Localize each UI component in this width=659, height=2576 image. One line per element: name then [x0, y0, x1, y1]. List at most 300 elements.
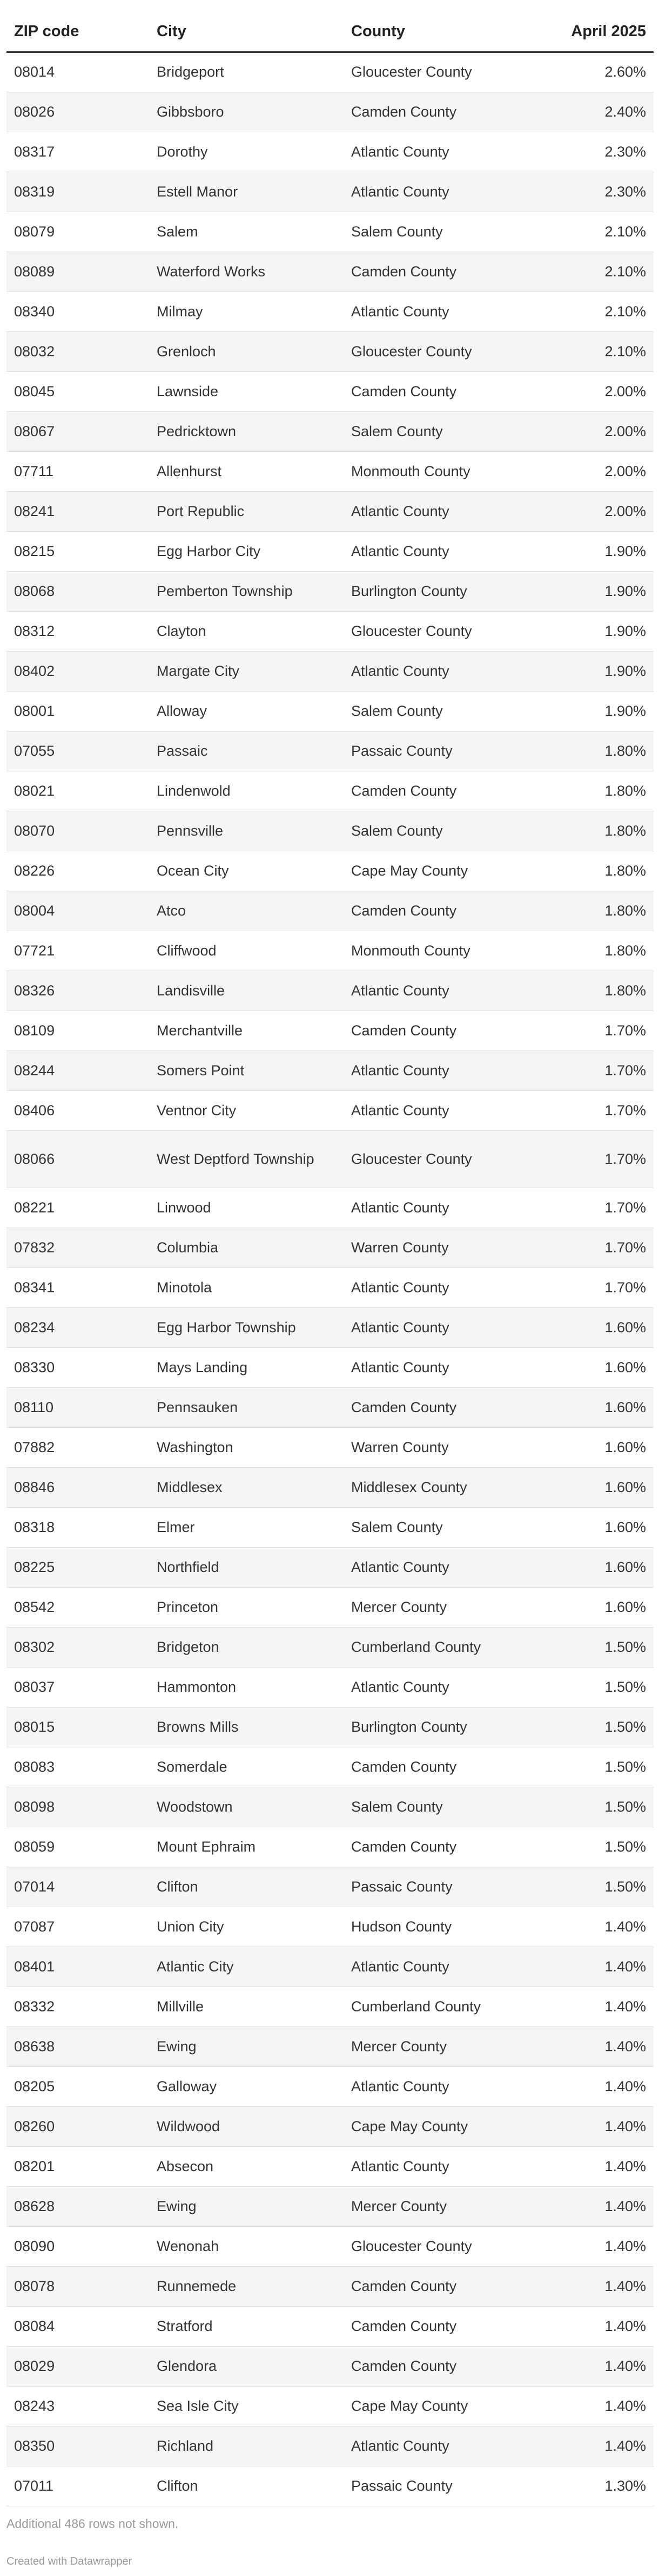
county-cell: Mercer County	[344, 2026, 560, 2066]
city-cell: Egg Harbor Township	[149, 1307, 344, 1347]
value-cell: 1.40%	[560, 1907, 654, 1947]
value-cell: 1.80%	[560, 811, 654, 851]
county-cell: Monmouth County	[344, 931, 560, 971]
table-row	[6, 731, 654, 771]
table-row	[6, 1947, 654, 1987]
table-row	[6, 1587, 654, 1627]
city-cell: Bridgeport	[149, 52, 344, 92]
value-cell: 1.40%	[560, 2346, 654, 2386]
value-cell: 1.90%	[560, 611, 654, 651]
value-cell: 2.00%	[560, 451, 654, 491]
value-cell: 2.60%	[560, 52, 654, 92]
zip-cell: 08542	[6, 1587, 149, 1627]
value-cell: 1.40%	[560, 2106, 654, 2146]
city-cell: Wenonah	[149, 2226, 344, 2266]
county-cell: Atlantic County	[344, 292, 560, 331]
zip-cell: 07055	[6, 731, 149, 771]
value-cell: 1.80%	[560, 931, 654, 971]
city-cell: Clifton	[149, 1867, 344, 1907]
county-cell: Gloucester County	[344, 2226, 560, 2266]
value-cell: 1.80%	[560, 771, 654, 811]
city-cell: Galloway	[149, 2066, 344, 2106]
value-cell: 1.70%	[560, 1050, 654, 1090]
value-cell: 1.70%	[560, 1267, 654, 1307]
table-row	[6, 2226, 654, 2266]
zip-cell: 08221	[6, 1188, 149, 1228]
city-cell: Landisville	[149, 971, 344, 1011]
table-row	[6, 92, 654, 132]
county-cell: Atlantic County	[344, 2066, 560, 2106]
county-cell: Salem County	[344, 1507, 560, 1547]
city-cell: Runnemede	[149, 2266, 344, 2306]
county-cell: Atlantic County	[344, 2146, 560, 2186]
city-cell: West Deptford Township	[149, 1130, 344, 1188]
city-cell: Pennsauken	[149, 1387, 344, 1427]
city-cell: Clifton	[149, 2466, 344, 2506]
table-row	[6, 2426, 654, 2466]
zip-cell: 08215	[6, 531, 149, 571]
zip-cell: 08846	[6, 1467, 149, 1507]
zip-cell: 08241	[6, 491, 149, 531]
county-cell: Atlantic County	[344, 1547, 560, 1587]
city-cell: Richland	[149, 2426, 344, 2466]
zip-cell: 08312	[6, 611, 149, 651]
zip-cell: 07711	[6, 451, 149, 491]
city-cell: Margate City	[149, 651, 344, 691]
value-cell: 1.40%	[560, 2066, 654, 2106]
county-cell: Camden County	[344, 1827, 560, 1867]
zip-cell: 08332	[6, 1987, 149, 2026]
table-row	[6, 2106, 654, 2146]
table-row	[6, 132, 654, 172]
table-row	[6, 1787, 654, 1827]
county-cell: Atlantic County	[344, 2426, 560, 2466]
value-cell: 1.90%	[560, 651, 654, 691]
city-cell: Somerdale	[149, 1747, 344, 1787]
zip-cell: 08326	[6, 971, 149, 1011]
county-cell: Salem County	[344, 411, 560, 451]
zip-cell: 08350	[6, 2426, 149, 2466]
table-row	[6, 1507, 654, 1547]
value-cell: 1.80%	[560, 731, 654, 771]
city-cell: Lindenwold	[149, 771, 344, 811]
zip-cell: 08401	[6, 1947, 149, 1987]
county-cell: Atlantic County	[344, 651, 560, 691]
value-cell: 1.40%	[560, 1947, 654, 1987]
table-row	[6, 1307, 654, 1347]
value-cell: 1.60%	[560, 1547, 654, 1587]
value-cell: 2.30%	[560, 172, 654, 212]
zip-cell: 08340	[6, 292, 149, 331]
value-cell: 1.50%	[560, 1787, 654, 1827]
value-cell: 1.40%	[560, 2386, 654, 2426]
city-cell: Alloway	[149, 691, 344, 731]
zip-cell: 08109	[6, 1011, 149, 1050]
table-row	[6, 971, 654, 1011]
city-cell: Clayton	[149, 611, 344, 651]
city-cell: Milmay	[149, 292, 344, 331]
city-cell: Somers Point	[149, 1050, 344, 1090]
zip-cell: 08021	[6, 771, 149, 811]
table-row	[6, 1987, 654, 2026]
table-row	[6, 1827, 654, 1867]
table-row	[6, 371, 654, 411]
value-cell: 2.00%	[560, 491, 654, 531]
city-cell: Millville	[149, 1987, 344, 2026]
zip-cell: 08079	[6, 212, 149, 252]
table-row	[6, 2026, 654, 2066]
value-cell: 1.70%	[560, 1130, 654, 1188]
zip-cell: 07011	[6, 2466, 149, 2506]
value-cell: 2.00%	[560, 371, 654, 411]
zip-cell: 08089	[6, 252, 149, 292]
city-cell: Absecon	[149, 2146, 344, 2186]
county-cell: Camden County	[344, 1747, 560, 1787]
column-header-county[interactable]: County	[344, 12, 560, 52]
table-row	[6, 691, 654, 731]
zip-cell: 08638	[6, 2026, 149, 2066]
county-cell: Salem County	[344, 811, 560, 851]
value-cell: 1.40%	[560, 1987, 654, 2026]
county-cell: Atlantic County	[344, 1050, 560, 1090]
city-cell: Merchantville	[149, 1011, 344, 1050]
table-row	[6, 1427, 654, 1467]
table-row	[6, 172, 654, 212]
table-row	[6, 931, 654, 971]
county-cell: Atlantic County	[344, 1307, 560, 1347]
rows-not-shown-note: Additional 486 rows not shown.	[6, 2517, 179, 2531]
value-cell: 1.50%	[560, 1667, 654, 1707]
zip-cell: 08083	[6, 1747, 149, 1787]
value-cell: 1.60%	[560, 1307, 654, 1347]
zip-cell: 08234	[6, 1307, 149, 1347]
data-table	[6, 12, 654, 2506]
value-cell: 1.30%	[560, 2466, 654, 2506]
value-cell: 1.60%	[560, 1587, 654, 1627]
value-cell: 1.90%	[560, 691, 654, 731]
county-cell: Salem County	[344, 1787, 560, 1827]
county-cell: Atlantic County	[344, 491, 560, 531]
county-cell: Atlantic County	[344, 1947, 560, 1987]
value-cell: 1.50%	[560, 1867, 654, 1907]
county-cell: Atlantic County	[344, 531, 560, 571]
city-cell: Pedricktown	[149, 411, 344, 451]
zip-cell: 08628	[6, 2186, 149, 2226]
value-cell: 1.90%	[560, 531, 654, 571]
county-cell: Atlantic County	[344, 971, 560, 1011]
county-cell: Cumberland County	[344, 1987, 560, 2026]
zip-cell: 08098	[6, 1787, 149, 1827]
county-cell: Mercer County	[344, 2186, 560, 2226]
city-cell: Atco	[149, 891, 344, 931]
zip-cell: 08066	[6, 1130, 149, 1188]
table-row	[6, 2066, 654, 2106]
zip-cell: 08225	[6, 1547, 149, 1587]
county-cell: Cape May County	[344, 2386, 560, 2426]
table-row	[6, 2466, 654, 2506]
city-cell: Mays Landing	[149, 1347, 344, 1387]
zip-cell: 08205	[6, 2066, 149, 2106]
county-cell: Atlantic County	[344, 1347, 560, 1387]
city-cell: Mount Ephraim	[149, 1827, 344, 1867]
value-cell: 1.40%	[560, 2146, 654, 2186]
county-cell: Middlesex County	[344, 1467, 560, 1507]
city-cell: Hammonton	[149, 1667, 344, 1707]
zip-cell: 08067	[6, 411, 149, 451]
table-row	[6, 2186, 654, 2226]
county-cell: Warren County	[344, 1228, 560, 1267]
zip-cell: 08201	[6, 2146, 149, 2186]
table-row	[6, 771, 654, 811]
value-cell: 1.40%	[560, 2186, 654, 2226]
table-row	[6, 491, 654, 531]
zip-cell: 08330	[6, 1347, 149, 1387]
table-row	[6, 1347, 654, 1387]
zip-cell: 08004	[6, 891, 149, 931]
zip-cell: 08318	[6, 1507, 149, 1547]
county-cell: Gloucester County	[344, 1130, 560, 1188]
city-cell: Allenhurst	[149, 451, 344, 491]
city-cell: Glendora	[149, 2346, 344, 2386]
value-cell: 1.60%	[560, 1427, 654, 1467]
table-row	[6, 2146, 654, 2186]
zip-cell: 08029	[6, 2346, 149, 2386]
value-cell: 1.60%	[560, 1507, 654, 1547]
table-row	[6, 1867, 654, 1907]
column-header-city[interactable]: City	[149, 12, 344, 52]
county-cell: Atlantic County	[344, 172, 560, 212]
zip-cell: 08070	[6, 811, 149, 851]
table-row	[6, 851, 654, 891]
zip-cell: 08317	[6, 132, 149, 172]
zip-cell: 08260	[6, 2106, 149, 2146]
city-cell: Pemberton Township	[149, 571, 344, 611]
value-cell: 1.40%	[560, 2426, 654, 2466]
table-row	[6, 1747, 654, 1787]
city-cell: Washington	[149, 1427, 344, 1467]
city-cell: Sea Isle City	[149, 2386, 344, 2426]
table-body	[6, 52, 654, 2506]
city-cell: Port Republic	[149, 491, 344, 531]
table-row	[6, 212, 654, 252]
county-cell: Camden County	[344, 252, 560, 292]
county-cell: Passaic County	[344, 731, 560, 771]
city-cell: Egg Harbor City	[149, 531, 344, 571]
value-cell: 1.70%	[560, 1228, 654, 1267]
table-row	[6, 2266, 654, 2306]
table-row	[6, 1130, 654, 1188]
zip-cell: 08014	[6, 52, 149, 92]
table-row	[6, 1090, 654, 1130]
zip-cell: 08244	[6, 1050, 149, 1090]
table-row	[6, 1188, 654, 1228]
city-cell: Browns Mills	[149, 1707, 344, 1747]
county-cell: Cape May County	[344, 851, 560, 891]
zip-cell: 08341	[6, 1267, 149, 1307]
city-cell: Union City	[149, 1907, 344, 1947]
value-cell: 1.80%	[560, 891, 654, 931]
value-cell: 1.50%	[560, 1747, 654, 1787]
table-row	[6, 1050, 654, 1090]
table-row	[6, 451, 654, 491]
county-cell: Atlantic County	[344, 1267, 560, 1307]
county-cell: Warren County	[344, 1427, 560, 1467]
county-cell: Camden County	[344, 1011, 560, 1050]
zip-cell: 08302	[6, 1627, 149, 1667]
value-cell: 1.70%	[560, 1011, 654, 1050]
city-cell: Ocean City	[149, 851, 344, 891]
zip-cell: 07014	[6, 1867, 149, 1907]
county-cell: Cape May County	[344, 2106, 560, 2146]
zip-cell: 08406	[6, 1090, 149, 1130]
city-cell: Salem	[149, 212, 344, 252]
value-cell: 1.40%	[560, 2266, 654, 2306]
zip-cell: 08037	[6, 1667, 149, 1707]
city-cell: Middlesex	[149, 1467, 344, 1507]
value-cell: 2.00%	[560, 411, 654, 451]
zip-cell: 08045	[6, 371, 149, 411]
city-cell: Woodstown	[149, 1787, 344, 1827]
value-cell: 1.80%	[560, 971, 654, 1011]
county-cell: Cumberland County	[344, 1627, 560, 1667]
county-cell: Camden County	[344, 92, 560, 132]
city-cell: Ewing	[149, 2026, 344, 2066]
zip-cell: 08084	[6, 2306, 149, 2346]
table-row	[6, 411, 654, 451]
city-cell: Pennsville	[149, 811, 344, 851]
county-cell: Camden County	[344, 2306, 560, 2346]
zip-cell: 08110	[6, 1387, 149, 1427]
city-cell: Cliffwood	[149, 931, 344, 971]
county-cell: Atlantic County	[344, 1090, 560, 1130]
table-row	[6, 1907, 654, 1947]
table-row	[6, 1387, 654, 1427]
zip-cell: 08001	[6, 691, 149, 731]
county-cell: Camden County	[344, 891, 560, 931]
value-cell: 2.30%	[560, 132, 654, 172]
table-row	[6, 1011, 654, 1050]
county-cell: Gloucester County	[344, 331, 560, 371]
value-cell: 2.10%	[560, 252, 654, 292]
column-header-april-2025[interactable]: April 2025	[560, 12, 654, 52]
city-cell: Princeton	[149, 1587, 344, 1627]
zip-cell: 08059	[6, 1827, 149, 1867]
zip-cell: 08032	[6, 331, 149, 371]
table-row	[6, 1707, 654, 1747]
county-cell: Hudson County	[344, 1907, 560, 1947]
table-row	[6, 2386, 654, 2426]
column-header-zip[interactable]: ZIP code	[6, 12, 149, 52]
value-cell: 1.60%	[560, 1387, 654, 1427]
city-cell: Atlantic City	[149, 1947, 344, 1987]
city-cell: Gibbsboro	[149, 92, 344, 132]
city-cell: Waterford Works	[149, 252, 344, 292]
table-row	[6, 1627, 654, 1667]
value-cell: 2.10%	[560, 292, 654, 331]
city-cell: Passaic	[149, 731, 344, 771]
city-cell: Ventnor City	[149, 1090, 344, 1130]
table-row	[6, 891, 654, 931]
table-row	[6, 531, 654, 571]
county-cell: Gloucester County	[344, 52, 560, 92]
value-cell: 2.10%	[560, 212, 654, 252]
value-cell: 1.50%	[560, 1827, 654, 1867]
county-cell: Passaic County	[344, 2466, 560, 2506]
zip-cell: 08078	[6, 2266, 149, 2306]
value-cell: 1.70%	[560, 1090, 654, 1130]
table-row	[6, 252, 654, 292]
value-cell: 1.40%	[560, 2306, 654, 2346]
value-cell: 2.40%	[560, 92, 654, 132]
city-cell: Bridgeton	[149, 1627, 344, 1667]
value-cell: 1.40%	[560, 2226, 654, 2266]
city-cell: Dorothy	[149, 132, 344, 172]
city-cell: Lawnside	[149, 371, 344, 411]
table-row	[6, 611, 654, 651]
county-cell: Camden County	[344, 371, 560, 411]
table-row	[6, 571, 654, 611]
city-cell: Stratford	[149, 2306, 344, 2346]
zip-cell: 07087	[6, 1907, 149, 1947]
table-row	[6, 52, 654, 92]
city-cell: Ewing	[149, 2186, 344, 2226]
county-cell: Salem County	[344, 691, 560, 731]
datawrapper-credit: Created with Datawrapper	[6, 2555, 132, 2567]
city-cell: Wildwood	[149, 2106, 344, 2146]
zip-cell: 08319	[6, 172, 149, 212]
value-cell: 1.70%	[560, 1188, 654, 1228]
zip-cell: 07882	[6, 1427, 149, 1467]
value-cell: 1.80%	[560, 851, 654, 891]
header-row	[6, 12, 654, 52]
table-row	[6, 651, 654, 691]
table-row	[6, 1667, 654, 1707]
city-cell: Minotola	[149, 1267, 344, 1307]
city-cell: Northfield	[149, 1547, 344, 1587]
county-cell: Monmouth County	[344, 451, 560, 491]
value-cell: 1.50%	[560, 1707, 654, 1747]
zip-cell: 08015	[6, 1707, 149, 1747]
city-cell: Elmer	[149, 1507, 344, 1547]
county-cell: Atlantic County	[344, 1667, 560, 1707]
zip-cell: 07832	[6, 1228, 149, 1267]
city-cell: Linwood	[149, 1188, 344, 1228]
table-row	[6, 1228, 654, 1267]
county-cell: Atlantic County	[344, 1188, 560, 1228]
zip-cell: 08402	[6, 651, 149, 691]
county-cell: Camden County	[344, 2346, 560, 2386]
zip-cell: 08026	[6, 92, 149, 132]
zip-cell: 08090	[6, 2226, 149, 2266]
county-cell: Salem County	[344, 212, 560, 252]
table-row	[6, 292, 654, 331]
value-cell: 2.10%	[560, 331, 654, 371]
table-row	[6, 1547, 654, 1587]
table-row	[6, 331, 654, 371]
county-cell: Burlington County	[344, 571, 560, 611]
value-cell: 1.60%	[560, 1347, 654, 1387]
zip-cell: 07721	[6, 931, 149, 971]
county-cell: Mercer County	[344, 1587, 560, 1627]
county-cell: Camden County	[344, 2266, 560, 2306]
county-cell: Burlington County	[344, 1707, 560, 1747]
value-cell: 1.60%	[560, 1467, 654, 1507]
table-row	[6, 2306, 654, 2346]
table-row	[6, 2346, 654, 2386]
county-cell: Atlantic County	[344, 132, 560, 172]
county-cell: Gloucester County	[344, 611, 560, 651]
county-cell: Passaic County	[344, 1867, 560, 1907]
